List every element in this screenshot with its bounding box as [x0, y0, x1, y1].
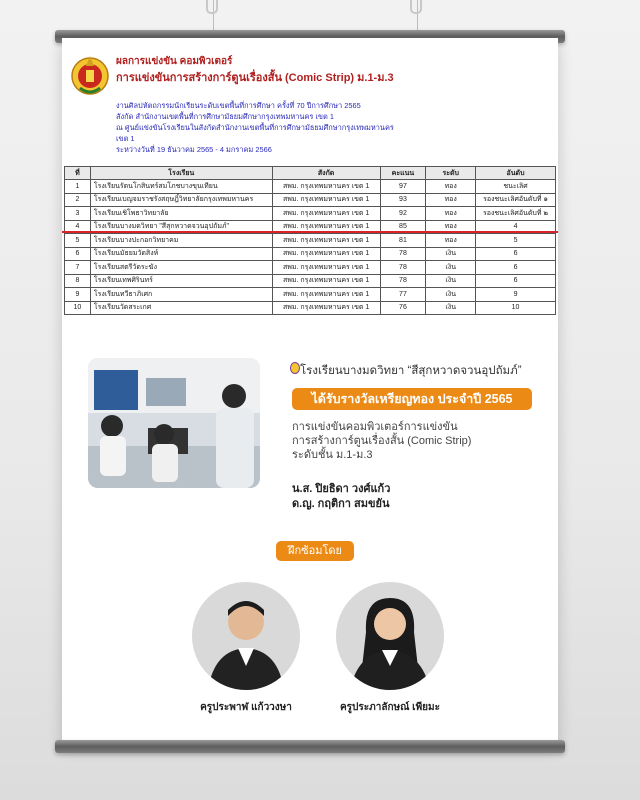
- school-cell: โรงเรียนมัธยมวัดสิงห์: [90, 247, 272, 261]
- placement-cell: 6: [476, 261, 556, 275]
- affiliation-cell: สพม. กรุงเทพมหานคร เขต 1: [272, 261, 380, 275]
- column-header: โรงเรียน: [90, 167, 272, 180]
- student-names: [292, 482, 390, 512]
- column-header: ที่: [65, 167, 91, 180]
- ministry-emblem-icon: [70, 52, 110, 96]
- affiliation-cell: สพม. กรุงเทพมหานคร เขต 1: [272, 301, 380, 315]
- info-line: ระหว่างวันที่ 19 ธันวาคม 2565 - 4 มกราคม 2566: [116, 145, 272, 154]
- level-cell: เงิน: [426, 274, 476, 288]
- affiliation-cell: สพม. กรุงเทพมหานคร เขต 1: [272, 274, 380, 288]
- rank-cell: 4: [65, 220, 91, 234]
- score-cell: 78: [380, 261, 426, 275]
- competition-details: [292, 420, 471, 462]
- table-row: [65, 274, 556, 288]
- affiliation-cell: สพม. กรุงเทพมหานคร เขต 1: [272, 247, 380, 261]
- school-name: โรงเรียนบางมดวิทยา “สีสุกหวาดจวนอุปถัมภ์”: [300, 365, 522, 377]
- placement-cell: 5: [476, 234, 556, 248]
- rank-cell: 8: [65, 274, 91, 288]
- header-line-2: การแข่งขันการสร้างการ์ตูนเรื่องสั้น (Comic Strip) ม.1-ม.3: [116, 72, 394, 84]
- placement-cell: 6: [476, 274, 556, 288]
- student-name: น.ส. ปิยธิดา วงศ์แก้ว: [292, 483, 391, 495]
- hook-left: [206, 0, 218, 14]
- bottom-hanger-rod: [55, 740, 565, 753]
- level-cell: เงิน: [426, 288, 476, 302]
- affiliation-cell: สพม. กรุงเทพมหานคร เขต 1: [272, 288, 380, 302]
- rank-cell: 7: [65, 261, 91, 275]
- table-row: [65, 288, 556, 302]
- placement-cell: 10: [476, 301, 556, 315]
- poster: [62, 38, 558, 742]
- info-line: ณ ศูนย์แข่งขันโรงเรียนในสังกัดสำนักงานเขตพื้นที่การศึกษามัธยมศึกษากรุงเทพมหานคร: [116, 123, 394, 132]
- level-cell: ทอง: [426, 207, 476, 221]
- award-banner: ได้รับรางวัลเหรียญทอง ประจำปี 2565: [292, 388, 532, 410]
- info-line: เขต 1: [116, 134, 135, 143]
- score-cell: 76: [380, 301, 426, 315]
- student-name: ด.ญ. กฤติกา สมขยัน: [292, 498, 390, 510]
- teacher-photo-female: [336, 582, 444, 690]
- level-cell: เงิน: [426, 247, 476, 261]
- table-row: [65, 301, 556, 315]
- school-cell: โรงเรียนสตรีวัดระฆัง: [90, 261, 272, 275]
- school-cell: โรงเรียนบางปะกอกวิทยาคม: [90, 234, 272, 248]
- level-cell: เงิน: [426, 301, 476, 315]
- level-cell: เงิน: [426, 261, 476, 275]
- affiliation-cell: สพม. กรุงเทพมหานคร เขต 1: [272, 220, 380, 234]
- teacher-name: ครูประพาฬ แก้ววงษา: [200, 702, 292, 713]
- score-cell: 93: [380, 193, 426, 207]
- rank-cell: 6: [65, 247, 91, 261]
- school-cell: โรงเรียนทวีธาภิเศก: [90, 288, 272, 302]
- table-row: [65, 234, 556, 248]
- rank-cell: 10: [65, 301, 91, 315]
- placement-cell: 6: [476, 247, 556, 261]
- rank-cell: 2: [65, 193, 91, 207]
- event-info: [116, 100, 546, 155]
- table-row: [65, 261, 556, 275]
- level-cell: ทอง: [426, 234, 476, 248]
- affiliation-cell: สพม. กรุงเทพมหานคร เขต 1: [272, 180, 380, 194]
- school-emblem-icon: [290, 362, 300, 374]
- info-line: งานศิลปหัตถกรรมนักเรียนระดับเขตพื้นที่การศึกษา ครั้งที่ 70 ปีการศึกษา 2565: [116, 101, 361, 110]
- rank-cell: 9: [65, 288, 91, 302]
- affiliation-cell: สพม. กรุงเทพมหานคร เขต 1: [272, 207, 380, 221]
- trained-by-badge: ฝึกซ้อมโดย: [276, 541, 354, 561]
- table-row: [65, 193, 556, 207]
- competition-line: การแข่งขันคอมพิวเตอร์การแข่งขัน: [292, 421, 458, 433]
- placement-cell: รองชนะเลิศอันดับที่ ๒: [476, 207, 556, 221]
- score-cell: 85: [380, 220, 426, 234]
- column-header: คะแนน: [380, 167, 426, 180]
- competition-line: การสร้างการ์ตูนเรื่องสั้น (Comic Strip): [292, 435, 472, 447]
- school-cell: โรงเรียนเบญจมราชรังสฤษฎิ์วิทยาลัยกรุงเทพมหานคร: [90, 193, 272, 207]
- placement-cell: ชนะเลิศ: [476, 180, 556, 194]
- level-cell: ทอง: [426, 193, 476, 207]
- table-row: [65, 247, 556, 261]
- placement-cell: รองชนะเลิศอันดับที่ ๑: [476, 193, 556, 207]
- table-row: [65, 180, 556, 194]
- level-cell: ทอง: [426, 180, 476, 194]
- score-cell: 92: [380, 207, 426, 221]
- column-header: สังกัด: [272, 167, 380, 180]
- table-header-row: [65, 167, 556, 180]
- score-cell: 77: [380, 288, 426, 302]
- school-cell: โรงเรียนบางมดวิทยา "สีสุกหวาดจวนอุปถัมภ์": [90, 220, 272, 234]
- school-cell: โรงเรียนเชิโพธาวิทยาลัย: [90, 207, 272, 221]
- school-cell: โรงเรียนรัตนโกสินทร์สมโภชบางขุนเทียน: [90, 180, 272, 194]
- students-with-teacher-photo: [88, 358, 260, 488]
- highlight-underline: [62, 231, 558, 233]
- results-table: [64, 166, 556, 315]
- header-line-1: ผลการแข่งขัน คอมพิวเตอร์: [116, 56, 233, 67]
- rank-cell: 3: [65, 207, 91, 221]
- affiliation-cell: สพม. กรุงเทพมหานคร เขต 1: [272, 193, 380, 207]
- column-header: ระดับ: [426, 167, 476, 180]
- rank-cell: 1: [65, 180, 91, 194]
- score-cell: 97: [380, 180, 426, 194]
- school-cell: โรงเรียนวัดสระเกศ: [90, 301, 272, 315]
- school-cell: โรงเรียนเทพศิรินทร์: [90, 274, 272, 288]
- table-row: [65, 207, 556, 221]
- affiliation-cell: สพม. กรุงเทพมหานคร เขต 1: [272, 234, 380, 248]
- info-line: สังกัด สำนักงานเขตพื้นที่การศึกษามัธยมศึกษากรุงเทพมหานคร เขต 1: [116, 112, 334, 121]
- competition-line: ระดับชั้น ม.1-ม.3: [292, 449, 373, 461]
- column-header: อันดับ: [476, 167, 556, 180]
- teacher-photo-male: [192, 582, 300, 690]
- rank-cell: 5: [65, 234, 91, 248]
- hook-right: [410, 0, 422, 14]
- score-cell: 78: [380, 274, 426, 288]
- placement-cell: 9: [476, 288, 556, 302]
- teacher-name: ครูประภาลักษณ์ เพียมะ: [339, 702, 441, 713]
- score-cell: 81: [380, 234, 426, 248]
- score-cell: 78: [380, 247, 426, 261]
- level-cell: ทอง: [426, 220, 476, 234]
- placement-cell: 4: [476, 220, 556, 234]
